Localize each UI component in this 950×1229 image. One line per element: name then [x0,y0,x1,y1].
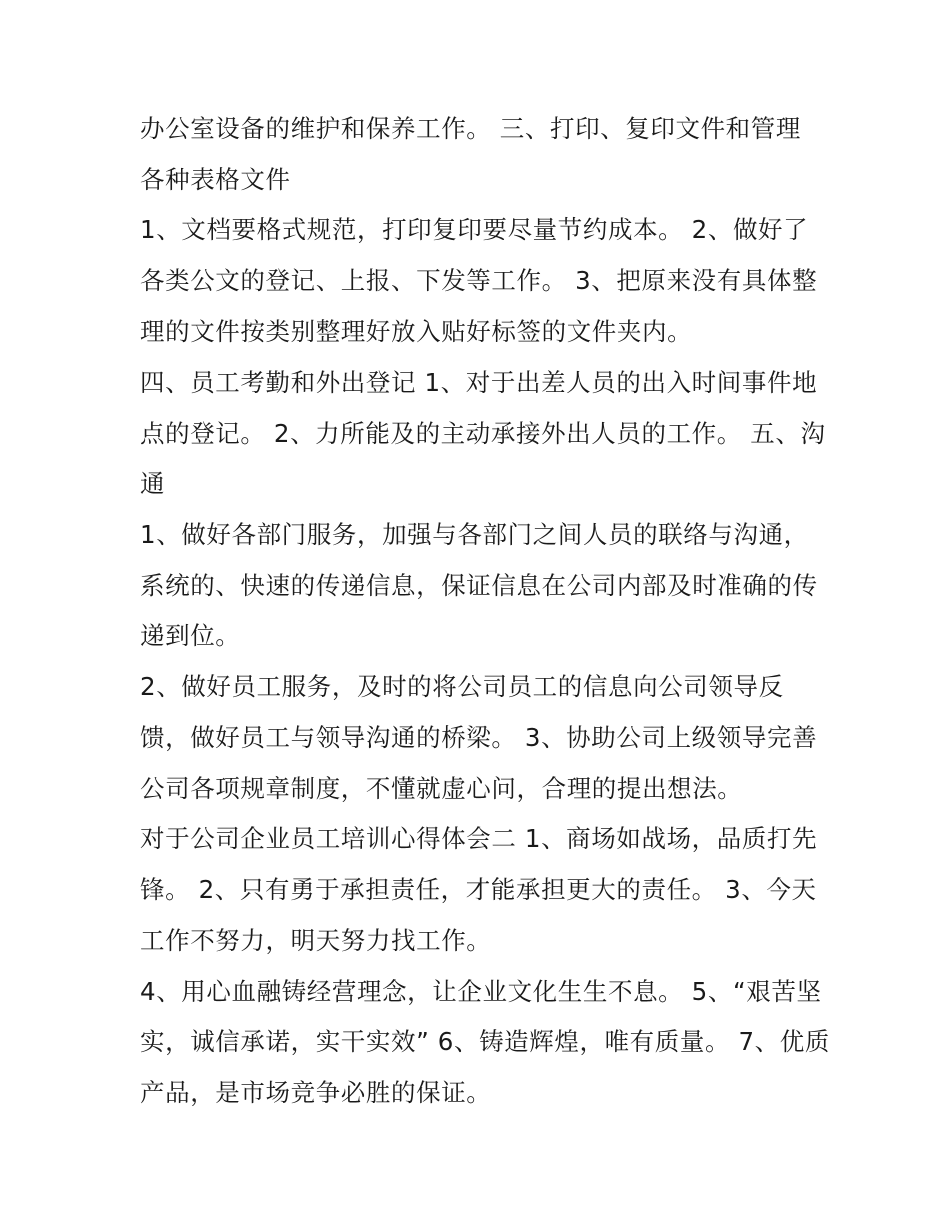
text-line: 点的登记。 2、力所能及的主动承接外出人员的工作。 五、沟 [140,419,826,448]
text-line: 4、用心血融铸经营理念，让企业文化生生不息。 5、“艰苦坚 [140,977,822,1006]
text-line: 2、做好员工服务，及时的将公司员工的信息向公司领导反 [140,672,784,701]
text-line: 对于公司企业员工培训心得体会二 1、商场如战场，品质打先 [140,824,818,853]
text-line: 理的文件按类别整理好放入贴好标签的文件夹内。 [140,317,693,346]
text-line: 馈，做好员工与领导沟通的桥梁。 3、协助公司上级领导完善 [140,723,818,752]
text-line: 递到位。 [140,621,241,650]
text-line: 实，诚信承诺，实干实效” 6、铸造辉煌，唯有质量。 7、优质 [140,1027,830,1056]
text-line: 1、做好各部门服务，加强与各部门之间人员的联络与沟通， [140,520,809,549]
text-line: 公司各项规章制度，不懂就虚心问，合理的提出想法。 [140,774,743,803]
text-line: 系统的、快速的传递信息，保证信息在公司内部及时准确的传 [140,571,818,600]
text-line: 各类公文的登记、上报、下发等工作。 3、把原来没有具体整 [140,266,818,295]
text-line: 1、文档要格式规范，打印复印要尽量节约成本。 2、做好了 [140,215,809,244]
text-line: 办公室设备的维护和保养工作。 三、打印、复印文件和管理 [140,114,801,143]
text-line: 产品，是市场竞争必胜的保证。 [140,1078,492,1107]
text-line: 各种表格文件 [140,165,291,194]
text-line: 四、员工考勤和外出登记 1、对于出差人员的出入时间事件地 [140,368,818,397]
text-line: 工作不努力，明天努力找工作。 [140,926,492,955]
text-line: 锋。 2、只有勇于承担责任，才能承担更大的责任。 3、今天 [140,875,817,904]
text-line: 通 [140,469,166,498]
